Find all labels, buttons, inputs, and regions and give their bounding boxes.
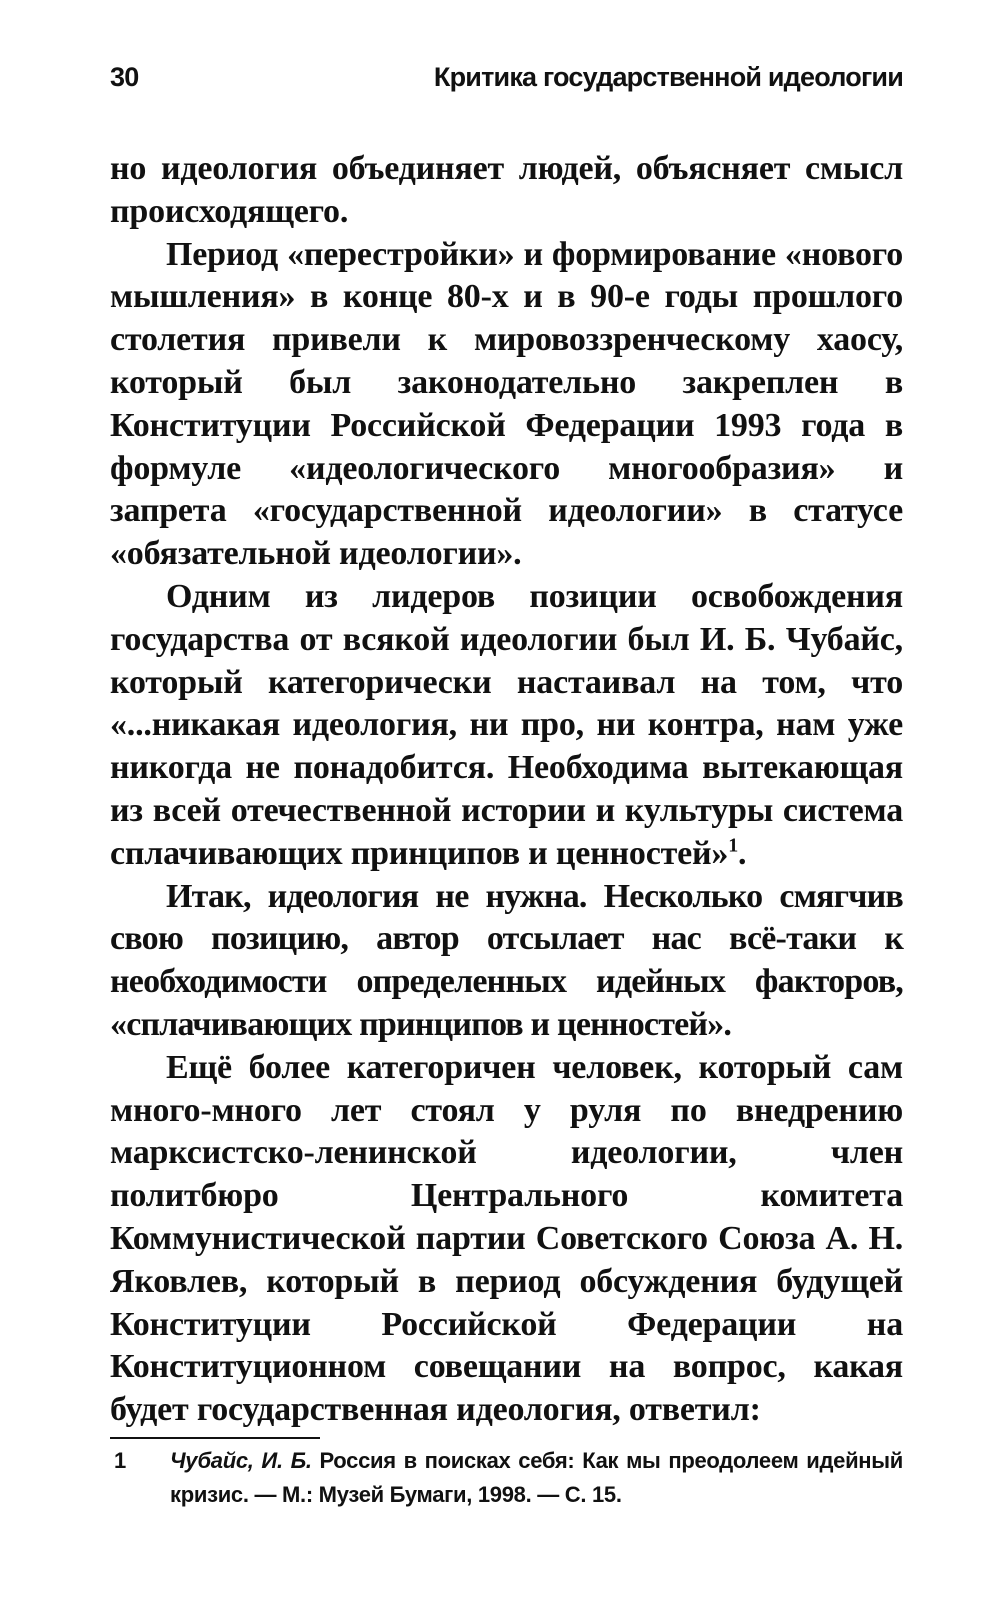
body-text <box>110 148 903 1432</box>
footnote-divider <box>110 1437 320 1439</box>
paragraph-4: Итак, идеология не нужна. Несколько смягчив свою позицию, автор отсылает нас всё-таки к необходимости определенных идейных факторов, «сплачивающих принципов и ценностей». <box>110 877 903 1043</box>
footnote-author: Чубайс, И. Б. <box>170 1448 312 1473</box>
paragraph-3: Одним из лидеров позиции освобождения государства от всякой идеологии был И. Б. Чубайс, который категорически настаивал на том, что «...никакая идеология, ни про, ни контра, нам уже никогда не понадобится. Необходима вытекающая из всей отечественной истории и культуры система сплачивающих принципов и ценностей»$^1$. <box>110 577 903 872</box>
page-number: 30 <box>110 62 139 92</box>
footnote-number: 1 <box>114 1448 126 1473</box>
paragraph-5: Ещё более категоричен человек, который сам много-много лет стоял у руля по внедрению марксистско-ленинской идеологии, член политбюро Центрального комитета Коммунистической партии Советского Союза А. Н. Яковлев, который в период обсуждения будущей Конституции Российской Федерации на Конституционном совещании на вопрос, какая будет государственная идеология, ответил: <box>110 1048 903 1429</box>
footnote-text: Россия в поисках себя: Как мы преодолеем идейный кризис. — М.: Музей Бумаги, 1998. — С. 15. <box>170 1448 904 1507</box>
paragraph-2: Период «перестройки» и формирование «нового мышления» в конце 80-х и в 90-е годы прошлого столетия привели к мировоззренческому хаосу, который был законодательно закреплен в Конституции Российской Федерации 1993 года в формуле «идеологического многообразия» и запрета «государственной идеологии» в статусе «обязательной идеологии». <box>110 235 903 573</box>
footnote <box>110 1444 903 1512</box>
paragraph-1: но идеология объединяет людей, объясняет смысл происходящего. <box>110 150 903 230</box>
footnote-body <box>170 1444 903 1512</box>
running-head <box>110 62 903 102</box>
running-title: Критика государственной идеологии <box>433 62 903 92</box>
paragraph-3-text: Одним из лидеров позиции освобождения государства от всякой идеологии был И. Б. Чубайс, который категорически настаивал на том, что «...никакая идеология, ни про, ни контра, нам уже никогда не понадобится. Необходима вытекающая из всей отечественной истории и культуры система сплачивающих принципов и ценностей» <box>110 577 903 872</box>
footnote-reference: 1 <box>728 834 738 857</box>
